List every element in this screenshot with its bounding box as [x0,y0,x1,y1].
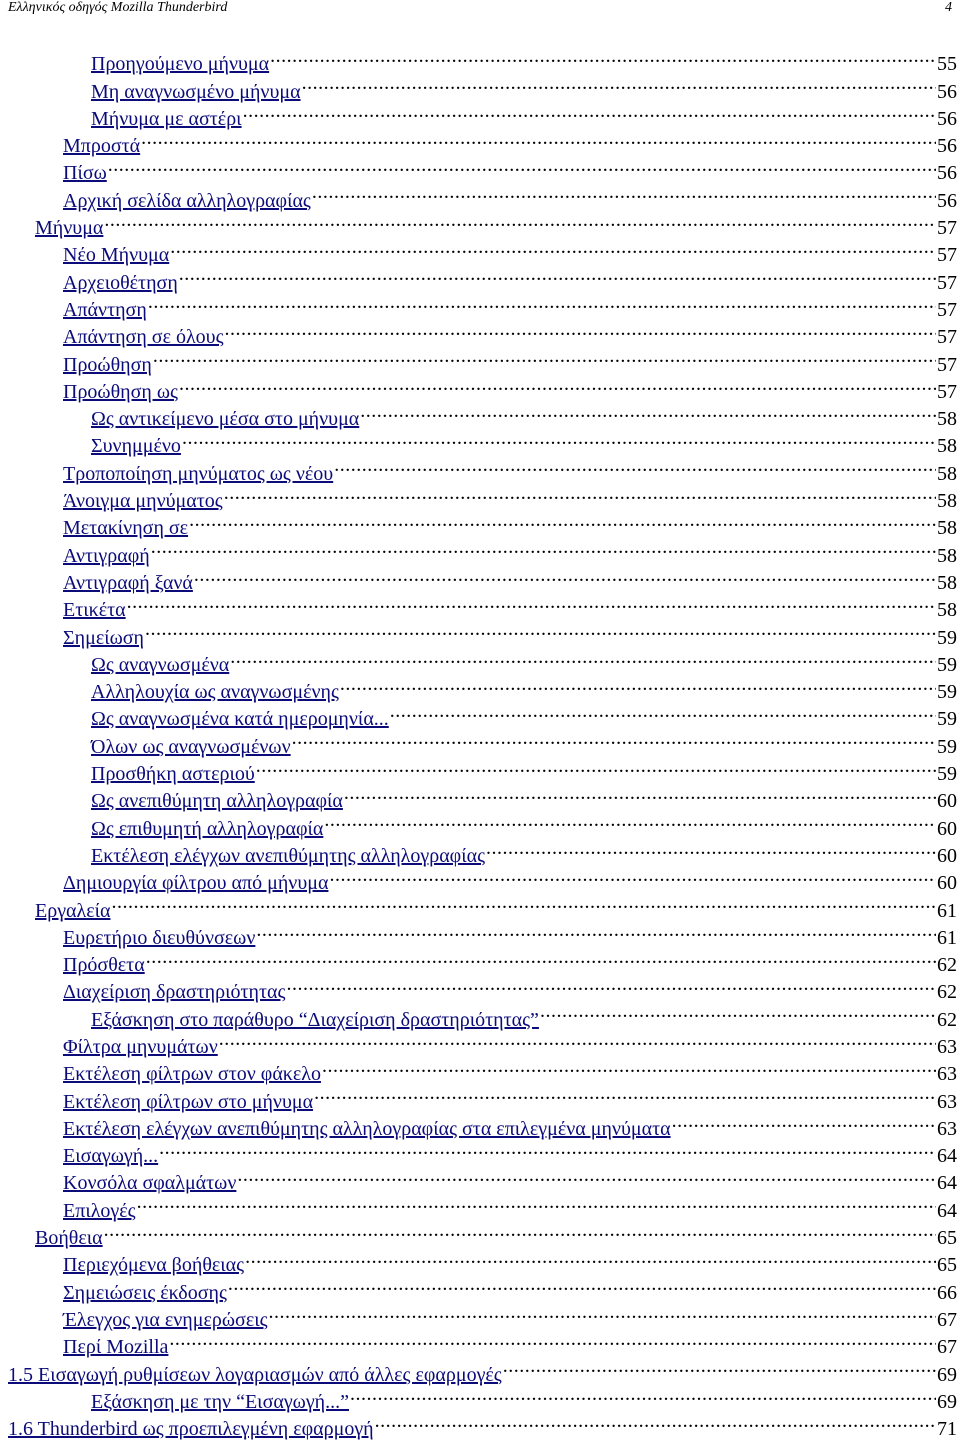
dot-leader [540,998,936,1025]
toc-entry[interactable] [0,1217,960,1250]
toc-entry[interactable] [0,944,960,977]
toc-page-number: 58 [937,599,957,622]
toc-page-number: 58 [937,517,957,540]
dot-leader [269,1299,936,1326]
toc-link[interactable]: Μήνυμα με αστέρι [91,107,242,130]
toc-page-number: 60 [937,872,957,895]
dot-leader [230,644,936,671]
dot-leader [329,862,936,889]
toc-link[interactable]: Αντιγραφή ξανά [63,571,193,594]
toc-entry[interactable] [0,179,960,212]
toc-page-number: 60 [937,817,957,840]
toc-page-number: 62 [937,1008,957,1031]
toc-entry[interactable] [0,234,960,267]
dot-leader [375,1408,936,1435]
toc-link[interactable]: 1.6 Thunderbird ως προεπιλεγμένη εφαρμογή [8,1418,374,1441]
dot-leader [148,289,936,316]
toc-link[interactable]: Εκτέλεση ελέγχων ανεπιθύμητης αλληλογραφίας στα επιλεγμένα μηνύματα [63,1117,671,1140]
toc-link[interactable]: Όλων ως αναγνωσμένων [91,735,291,758]
toc-link[interactable]: Βοήθεια [35,1227,103,1250]
toc-entry[interactable] [0,316,960,349]
toc-entry[interactable] [0,289,960,321]
toc-link[interactable]: Αντιγραφή [63,544,150,567]
toc-page-number: 57 [937,326,957,349]
toc-page-number: 69 [937,1390,957,1413]
toc-entry[interactable] [0,1408,960,1441]
dot-leader [159,1135,936,1162]
dot-leader [360,398,936,425]
toc-page-number: 65 [937,1227,957,1250]
dot-leader [170,234,936,261]
toc-link[interactable]: Ως ανεπιθύμητη αλληλογραφία [91,790,343,813]
dot-leader [344,780,936,807]
dot-leader [334,452,936,479]
toc-entry[interactable] [0,480,960,513]
toc-entry[interactable] [0,780,960,813]
toc-entry[interactable] [0,1189,960,1222]
toc-page-number: 58 [937,544,957,567]
dot-leader [245,1244,936,1271]
dot-leader [256,753,936,780]
dot-leader [286,971,936,998]
toc-entry[interactable] [0,398,960,431]
toc-entry[interactable] [0,589,960,622]
toc-link[interactable]: Απάντηση σε όλους [63,326,224,349]
toc-entry[interactable] [0,835,960,867]
dot-leader [179,261,936,288]
toc-page-number: 57 [937,298,957,321]
toc-entry[interactable] [0,43,960,76]
dot-leader [672,1108,936,1135]
dot-leader [324,807,936,834]
toc-entry[interactable] [0,425,960,458]
dot-leader [292,725,936,752]
toc-entry[interactable] [0,698,960,731]
dot-leader [104,1217,936,1244]
toc-page-number: 59 [937,708,957,731]
toc-link[interactable]: Σημείωση [63,626,145,649]
toc-entry[interactable] [0,1326,960,1359]
toc-link[interactable]: Μπροστά [63,135,141,158]
toc-page-number: 59 [937,681,957,704]
toc-page-number: 56 [937,162,957,185]
toc-entry[interactable] [0,917,960,949]
dot-leader [151,534,936,561]
dot-leader [108,152,936,179]
toc-entry[interactable] [0,753,960,786]
toc-entry[interactable] [0,1244,960,1277]
toc-page-number: 60 [937,790,957,813]
dot-leader [243,98,936,125]
toc-link[interactable]: Περιεχόμενα βοήθειας [63,1254,245,1277]
toc-page-number: 59 [937,653,957,676]
toc-link[interactable]: Μήνυμα [35,217,104,240]
toc-link[interactable]: Αρχειοθέτηση [63,271,178,294]
toc-entry[interactable] [0,889,960,922]
toc-entry[interactable] [0,534,960,567]
toc-page-number: 60 [937,844,957,867]
toc-entry[interactable] [0,1162,960,1195]
toc-entry[interactable] [0,1026,960,1058]
toc-page-number: 71 [937,1418,957,1441]
dot-leader [153,343,936,370]
dot-leader [237,1162,936,1189]
table-of-contents [0,43,960,1441]
toc-entry[interactable] [0,1053,960,1086]
toc-entry[interactable] [0,644,960,676]
toc-link[interactable]: Ετικέτα [63,599,126,622]
toc-page-number: 61 [937,926,957,949]
toc-entry[interactable] [0,671,960,704]
toc-page-number: 57 [937,244,957,267]
dot-leader [141,125,936,152]
dot-leader [322,1053,936,1080]
toc-entry[interactable] [0,616,960,649]
dot-leader [146,944,936,971]
dot-leader [169,1326,936,1353]
toc-entry[interactable] [0,70,960,103]
toc-link[interactable]: Πρόσθετα [63,954,145,977]
toc-page-number: 63 [937,1117,957,1140]
toc-link[interactable]: Αρχική σελίδα αλληλογραφίας [63,189,311,212]
toc-link[interactable]: Προώθηση [63,353,152,376]
dot-leader [137,1189,936,1216]
toc-page-number: 64 [937,1145,957,1168]
toc-link[interactable]: Δημιουργία φίλτρου από μήνυμα [63,872,329,895]
dot-leader [104,207,936,234]
toc-entry[interactable] [0,507,960,540]
toc-entry[interactable] [0,1353,960,1386]
toc-entry[interactable] [0,98,960,130]
toc-page-number: 57 [937,271,957,294]
toc-entry[interactable] [0,998,960,1031]
dot-leader [111,889,936,916]
toc-page-number: 58 [937,408,957,431]
toc-page-number: 59 [937,735,957,758]
toc-entry[interactable] [0,1108,960,1140]
toc-link[interactable]: Εκτέλεση ελέγχων ανεπιθύμητης αλληλογραφίας [91,844,485,867]
toc-link[interactable]: Τροποποίηση μηνύματος ως νέου [63,462,334,485]
page-number: 4 [945,0,952,15]
toc-link[interactable]: Ως αναγνωσμένα [91,653,230,676]
toc-page-number: 59 [937,763,957,786]
toc-entry[interactable] [0,1135,960,1168]
toc-entry[interactable] [0,1271,960,1304]
toc-link[interactable]: Φίλτρα μηνυμάτων [63,1035,218,1058]
toc-page-number: 62 [937,954,957,977]
toc-page-number: 56 [937,189,957,212]
toc-link[interactable]: Προώθηση ως [63,380,178,403]
toc-link[interactable]: Εξάσκηση στο παράθυρο “Διαχείριση δραστηριότητας” [91,1008,539,1031]
toc-page-number: 64 [937,1172,957,1195]
dot-leader [486,835,936,862]
toc-link[interactable]: Εκτέλεση φίλτρων στο μήνυμα [63,1090,314,1113]
toc-page-number: 59 [937,626,957,649]
toc-link[interactable]: Ως αναγνωσμένα κατά ημερομηνία... [91,708,389,731]
toc-entry[interactable] [0,152,960,185]
toc-link[interactable]: Κονσόλα σφαλμάτων [63,1172,237,1195]
document-title: Ελληνικός οδηγός Mozilla Thunderbird [8,0,228,15]
page-header [8,0,952,16]
toc-link[interactable]: Εκτέλεση φίλτρων στον φάκελο [63,1063,321,1086]
toc-page-number: 55 [937,53,957,76]
toc-page-number: 67 [937,1336,957,1359]
dot-leader [127,589,936,616]
dot-leader [219,1026,936,1053]
toc-link[interactable]: Πίσω [63,162,107,185]
toc-page-number: 57 [937,353,957,376]
toc-link[interactable]: Εισαγωγή... [63,1145,159,1168]
toc-link[interactable]: 1.5 Εισαγωγή ρυθμίσεων λογαριασμών από άλλες εφαρμογές [8,1363,502,1386]
toc-page-number: 56 [937,107,957,130]
dot-leader [312,179,936,206]
toc-entry[interactable] [0,1381,960,1413]
dot-leader [256,917,936,944]
toc-link[interactable]: Σημειώσεις έκδοσης [63,1281,227,1304]
toc-entry[interactable] [0,562,960,594]
toc-page-number: 57 [937,217,957,240]
toc-link[interactable]: Προηγούμενο μήνυμα [91,53,270,76]
toc-link[interactable]: Διαχείριση δραστηριότητας [63,981,286,1004]
toc-entry[interactable] [0,207,960,240]
dot-leader [182,425,936,452]
toc-link[interactable]: Προσθήκη αστεριού [91,763,255,786]
toc-link[interactable]: Ως επιθυμητή αλληλογραφία [91,817,324,840]
toc-link[interactable]: Απάντηση [63,298,147,321]
toc-page-number: 57 [937,380,957,403]
dot-leader [270,43,936,70]
toc-page-number: 63 [937,1063,957,1086]
dot-leader [189,507,936,534]
toc-entry[interactable] [0,807,960,840]
toc-entry[interactable] [0,261,960,294]
dot-leader [194,562,936,589]
toc-link[interactable]: Μη αναγνωσμένο μήνυμα [91,80,301,103]
dot-leader [228,1271,936,1298]
dot-leader [350,1381,936,1408]
toc-link[interactable]: Έλεγχος για ενημερώσεις [63,1308,268,1331]
dot-leader [314,1080,936,1107]
toc-entry[interactable] [0,725,960,758]
toc-link[interactable]: Νέο Μήνυμα [63,244,170,267]
toc-page-number: 67 [937,1308,957,1331]
dot-leader [503,1353,936,1380]
toc-entry-line [8,1408,960,1443]
toc-entry[interactable] [0,452,960,485]
dot-leader [340,671,936,698]
toc-link[interactable]: Συνημμένο [91,435,181,458]
toc-link[interactable]: Εργαλεία [35,899,111,922]
toc-link[interactable]: Περί Mozilla [63,1336,169,1359]
dot-leader [302,70,936,97]
toc-link[interactable]: Επιλογές [63,1199,136,1222]
toc-page-number: 56 [937,80,957,103]
toc-page-number: 63 [937,1035,957,1058]
toc-page-number: 69 [937,1363,957,1386]
toc-entry[interactable] [0,125,960,158]
toc-entry[interactable] [0,371,960,403]
toc-page-number: 58 [937,462,957,485]
dot-leader [224,480,936,507]
dot-leader [225,316,937,343]
toc-link[interactable]: Ως αντικείμενο μέσα στο μήνυμα [91,408,360,431]
toc-entry[interactable] [0,1080,960,1113]
toc-page-number: 63 [937,1090,957,1113]
toc-entry[interactable] [0,971,960,1004]
toc-entry[interactable] [0,343,960,376]
toc-link[interactable]: Ευρετήριο διευθύνσεων [63,926,256,949]
dot-leader [179,371,936,398]
toc-link[interactable]: Μετακίνηση σε [63,517,189,540]
dot-leader [145,616,936,643]
toc-link[interactable]: Αλληλουχία ως αναγνωσμένης [91,681,339,704]
toc-link[interactable]: Εξάσκηση με την “Εισαγωγή...” [91,1390,349,1413]
toc-page-number: 56 [937,135,957,158]
toc-page-number: 61 [937,899,957,922]
toc-entry[interactable] [0,1299,960,1331]
toc-page-number: 58 [937,490,957,513]
toc-page-number: 66 [937,1281,957,1304]
toc-link[interactable]: Άνοιγμα μηνύματος [63,490,223,513]
toc-entry[interactable] [0,862,960,895]
toc-page-number: 58 [937,435,957,458]
toc-page-number: 58 [937,571,957,594]
toc-page-number: 65 [937,1254,957,1277]
toc-page-number: 64 [937,1199,957,1222]
toc-page-number: 62 [937,981,957,1004]
dot-leader [390,698,936,725]
